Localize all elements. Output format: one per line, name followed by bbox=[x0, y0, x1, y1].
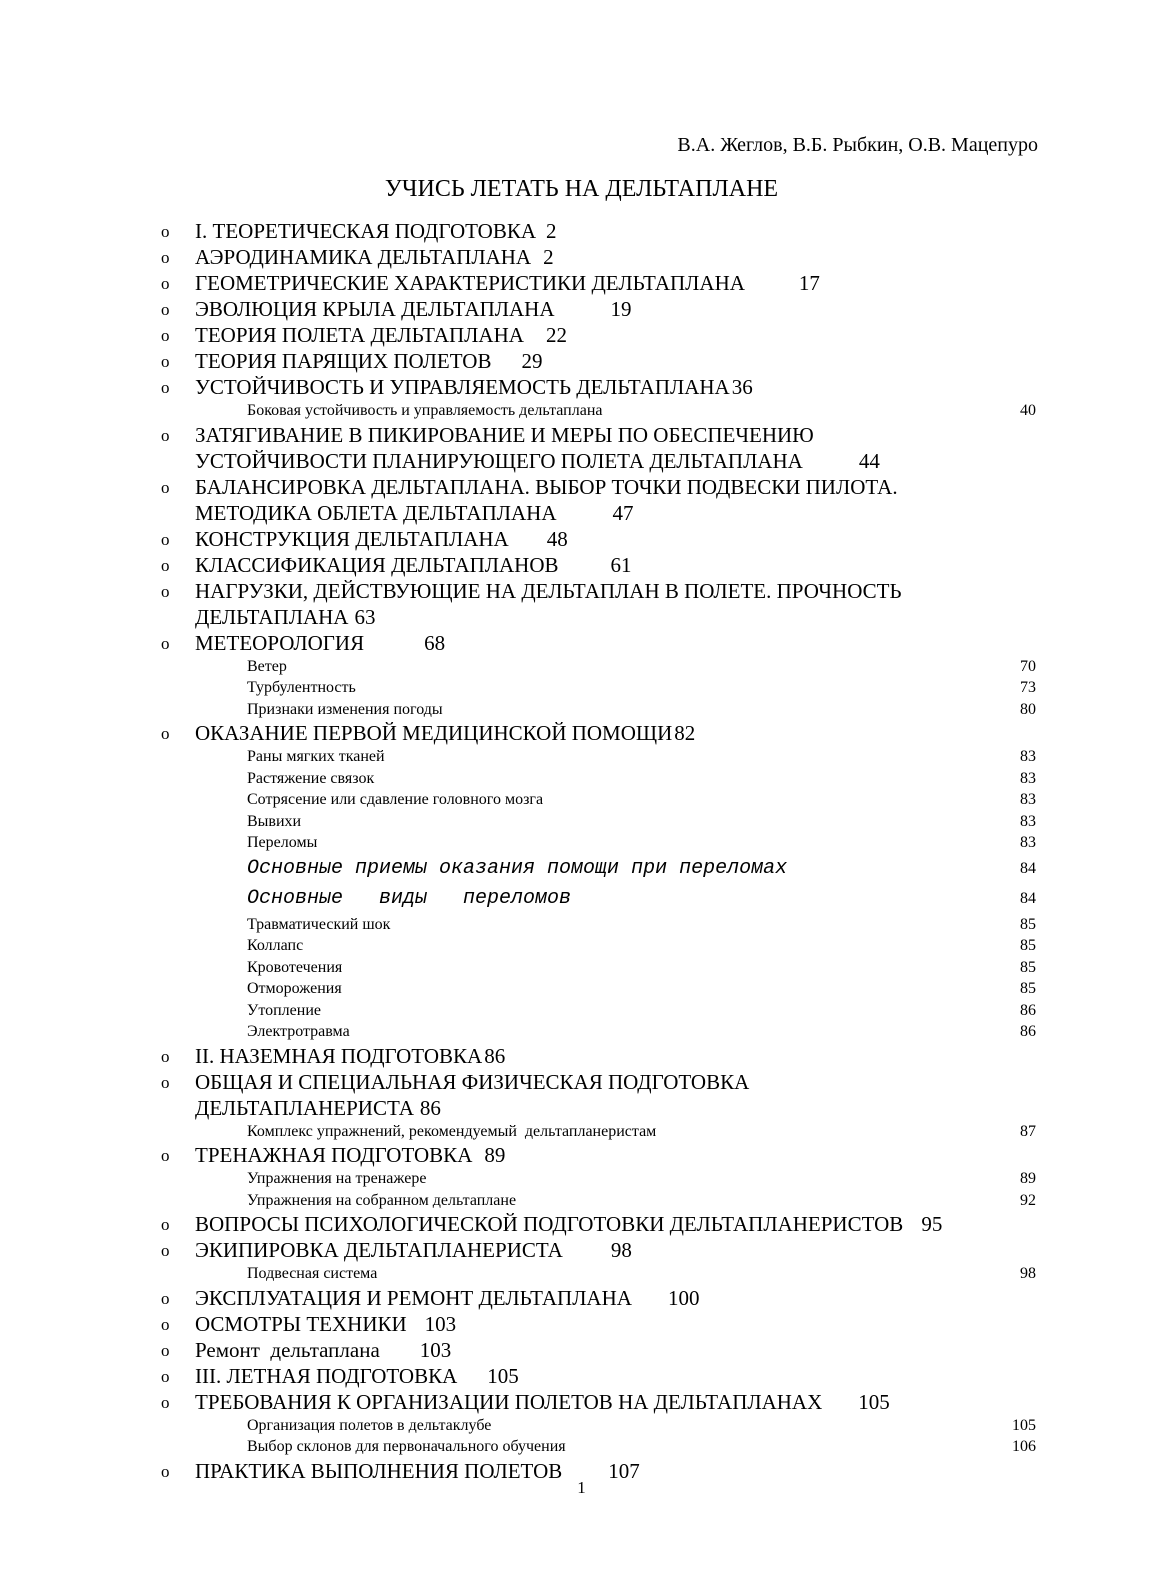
bullet-icon: o bbox=[161, 352, 170, 371]
toc-item[interactable] bbox=[0, 1043, 1163, 1069]
toc-subitem[interactable] bbox=[0, 1263, 1163, 1285]
bullet-icon: o bbox=[161, 633, 170, 653]
toc-item[interactable] bbox=[0, 1237, 1163, 1263]
toc-item[interactable] bbox=[0, 720, 1163, 746]
authors: В.А. Жеглов, В.Б. Рыбкин, О.В. Мацепуро bbox=[677, 134, 1038, 156]
toc-item-page: 86 bbox=[419, 1095, 441, 1120]
toc-item-title: ТЕОРИЯ ПАРЯЩИХ ПОЛЕТОВ bbox=[195, 349, 492, 373]
toc-item-page: 22 bbox=[545, 323, 567, 347]
bullet-icon: o bbox=[161, 326, 170, 345]
bullet-icon: o bbox=[161, 1215, 170, 1234]
toc-item-page: 17 bbox=[798, 271, 820, 295]
toc-item-page: 63 bbox=[354, 604, 376, 629]
toc-item[interactable] bbox=[0, 348, 1163, 374]
toc-item[interactable] bbox=[0, 526, 1163, 552]
toc-item-page: 68 bbox=[424, 630, 446, 655]
bullet-icon: o bbox=[161, 1288, 170, 1308]
toc-subitem[interactable] bbox=[0, 1000, 1163, 1022]
toc-item-title: ЭКСПЛУАТАЦИЯ И РЕМОНТ ДЕЛЬТАПЛАНА bbox=[195, 1285, 632, 1310]
toc-subitem[interactable] bbox=[0, 699, 1163, 721]
toc-item[interactable] bbox=[0, 218, 1163, 244]
toc-subitem-page: 85 bbox=[1020, 958, 1036, 976]
toc-subitem[interactable] bbox=[0, 1190, 1163, 1212]
toc-subitem[interactable] bbox=[0, 978, 1163, 1000]
toc-subitem-title: Организация полетов в дельтаклубе bbox=[247, 1416, 492, 1434]
page-number: 1 bbox=[577, 1478, 586, 1497]
toc-item[interactable] bbox=[0, 270, 1163, 296]
toc-subitem-page: 86 bbox=[1020, 1023, 1036, 1040]
toc-item[interactable] bbox=[0, 1311, 1163, 1337]
toc-item[interactable] bbox=[0, 374, 1163, 400]
bullet-icon: o bbox=[161, 274, 170, 293]
toc-subitem-title: Выбор склонов для первоначального обучения bbox=[247, 1438, 566, 1455]
toc-subitem-page: 83 bbox=[1020, 769, 1036, 787]
toc-subitem-page: 40 bbox=[1020, 402, 1036, 419]
bullet-icon: o bbox=[161, 248, 170, 267]
toc-subitem-title: Боковая устойчивость и управляемость дельтаплана bbox=[247, 402, 603, 419]
toc-item[interactable] bbox=[0, 1285, 1163, 1311]
toc-subitem-page: 84 bbox=[1020, 889, 1036, 907]
toc-subitem-title: Основные приемы оказания помощи при переломах bbox=[247, 856, 788, 880]
toc-subitem-title: Растяжение связок bbox=[247, 769, 375, 787]
toc-subitem[interactable] bbox=[0, 656, 1163, 678]
bullet-icon: o bbox=[161, 1340, 170, 1360]
toc-item-title-line1: НАГРУЗКИ, ДЕЙСТВУЮЩИЕ НА ДЕЛЬТАПЛАН В ПОЛЕТЕ. ПРОЧНОСТЬ bbox=[195, 578, 902, 603]
bullet-icon: o bbox=[161, 581, 170, 601]
toc-item-title: ТРЕНАЖНАЯ ПОДГОТОВКА bbox=[195, 1143, 473, 1167]
toc-item-title: III. ЛЕТНАЯ ПОДГОТОВКА bbox=[195, 1363, 458, 1388]
toc-subitem-page: 83 bbox=[1020, 748, 1036, 765]
toc-item[interactable] bbox=[0, 474, 1163, 526]
bullet-icon: o bbox=[161, 1072, 170, 1092]
toc-subitem-title: Утопление bbox=[247, 1001, 321, 1019]
toc-item-title: ОСМОТРЫ ТЕХНИКИ bbox=[195, 1311, 407, 1336]
toc-item-title-line1: ОБЩАЯ И СПЕЦИАЛЬНАЯ ФИЗИЧЕСКАЯ ПОДГОТОВКА bbox=[195, 1069, 750, 1094]
toc-item-title-line2: ДЕЛЬТАПЛАНЕРИСТА bbox=[195, 1095, 414, 1120]
toc-item[interactable] bbox=[0, 552, 1163, 578]
toc-subitem-title: Упражнения на собранном дельтаплане bbox=[247, 1191, 517, 1209]
toc-item-title: II. НАЗЕМНАЯ ПОДГОТОВКА bbox=[195, 1043, 483, 1068]
bullet-icon: o bbox=[161, 425, 170, 445]
toc-item-page: 103 bbox=[424, 1311, 457, 1336]
toc-subitem[interactable] bbox=[0, 746, 1163, 768]
toc-item-title: I. ТЕОРЕТИЧЕСКАЯ ПОДГОТОВКА bbox=[195, 219, 537, 243]
toc-item-page: 82 bbox=[674, 721, 696, 745]
toc-subitem-page: 87 bbox=[1020, 1122, 1036, 1140]
toc-subitem-title: Комплекс упражнений, рекомендуемый дельтапланеристам bbox=[247, 1122, 657, 1140]
toc-item[interactable] bbox=[0, 296, 1163, 322]
toc-item[interactable] bbox=[0, 422, 1163, 474]
toc-subitem-page: 83 bbox=[1020, 812, 1036, 830]
bullet-icon: o bbox=[161, 555, 170, 575]
toc-subitem[interactable] bbox=[0, 914, 1163, 936]
toc-item-title: КЛАССИФИКАЦИЯ ДЕЛЬТАПЛАНОВ bbox=[195, 552, 559, 577]
toc-item[interactable] bbox=[0, 578, 1163, 630]
toc-subitem-page: 86 bbox=[1020, 1001, 1036, 1019]
table-of-contents bbox=[0, 218, 1163, 1484]
toc-subitem-title: Турбулентность bbox=[247, 679, 356, 696]
toc-item-page: 98 bbox=[610, 1238, 632, 1262]
toc-item[interactable] bbox=[0, 1069, 1163, 1121]
toc-item-page: 86 bbox=[484, 1043, 506, 1068]
toc-subitem-page: 85 bbox=[1020, 937, 1036, 954]
toc-subitem[interactable] bbox=[0, 1168, 1163, 1190]
toc-item-page: 48 bbox=[546, 526, 568, 551]
toc-item-page: 29 bbox=[521, 349, 543, 373]
toc-subitem[interactable] bbox=[0, 854, 1163, 884]
toc-item[interactable] bbox=[0, 1142, 1163, 1168]
bullet-icon: o bbox=[161, 724, 170, 743]
toc-item-title: ЭВОЛЮЦИЯ КРЫЛА ДЕЛЬТАПЛАНА bbox=[195, 297, 555, 321]
toc-subitem[interactable] bbox=[0, 832, 1163, 854]
toc-item[interactable] bbox=[0, 1211, 1163, 1237]
toc-subitem[interactable] bbox=[0, 957, 1163, 979]
toc-subitem[interactable] bbox=[0, 811, 1163, 833]
bullet-icon: o bbox=[161, 1461, 170, 1481]
toc-subitem-title: Электротравма bbox=[247, 1023, 350, 1040]
bullet-icon: o bbox=[161, 1314, 170, 1334]
toc-subitem-page: 84 bbox=[1020, 859, 1036, 877]
bullet-icon: o bbox=[161, 1392, 170, 1412]
toc-item[interactable] bbox=[0, 322, 1163, 348]
bullet-icon: o bbox=[161, 529, 170, 549]
toc-item-title: ТЕОРИЯ ПОЛЕТА ДЕЛЬТАПЛАНА bbox=[195, 323, 524, 347]
toc-item-page: 95 bbox=[921, 1212, 943, 1236]
toc-subitem[interactable] bbox=[0, 677, 1163, 699]
toc-item-title: Ремонт дельтаплана bbox=[195, 1337, 380, 1362]
toc-subitem[interactable] bbox=[0, 789, 1163, 811]
toc-subitem-title: Подвесная система bbox=[247, 1265, 378, 1282]
bullet-icon: o bbox=[161, 1366, 170, 1386]
bullet-icon: o bbox=[161, 1146, 170, 1165]
toc-subitem-title: Вывихи bbox=[247, 812, 302, 830]
toc-item-page: 61 bbox=[610, 552, 632, 577]
toc-item-page: 105 bbox=[858, 1389, 890, 1414]
toc-subitem-page: 98 bbox=[1020, 1265, 1036, 1282]
toc-subitem-title: Коллапс bbox=[247, 937, 304, 954]
toc-subitem-page: 85 bbox=[1020, 980, 1036, 997]
toc-item-title: МЕТЕОРОЛОГИЯ bbox=[195, 630, 365, 655]
toc-item-title: АЭРОДИНАМИКА ДЕЛЬТАПЛАНА bbox=[195, 245, 532, 269]
toc-subitem-page: 80 bbox=[1020, 700, 1036, 718]
toc-subitem[interactable] bbox=[0, 1021, 1163, 1043]
toc-item-title-line2: УСТОЙЧИВОСТИ ПЛАНИРУЮЩЕГО ПОЛЕТА ДЕЛЬТАПЛАНА bbox=[195, 448, 803, 473]
document-title: УЧИСЬ ЛЕТАТЬ НА ДЕЛЬТАПЛАНЕ bbox=[384, 176, 779, 202]
bullet-icon: o bbox=[161, 1241, 170, 1260]
bullet-icon: o bbox=[161, 477, 170, 497]
toc-item-title: ТРЕБОВАНИЯ К ОРГАНИЗАЦИИ ПОЛЕТОВ НА ДЕЛЬТАПЛАНАХ bbox=[195, 1389, 823, 1414]
toc-item-page: 107 bbox=[608, 1458, 640, 1483]
toc-subitem-title: Признаки изменения погоды bbox=[247, 700, 443, 718]
toc-item-title: КОНСТРУКЦИЯ ДЕЛЬТАПЛАНА bbox=[195, 526, 509, 551]
toc-subitem-title: Переломы bbox=[247, 834, 318, 851]
toc-item-title-line1: ЗАТЯГИВАНИЕ В ПИКИРОВАНИЕ И МЕРЫ ПО ОБЕСПЕЧЕНИЮ bbox=[195, 422, 814, 447]
toc-item-page: 103 bbox=[419, 1337, 452, 1362]
toc-subitem-title: Отморожения bbox=[247, 980, 342, 997]
toc-subitem-title: Ветер bbox=[247, 657, 287, 675]
toc-subitem[interactable] bbox=[0, 1436, 1163, 1458]
toc-item-title: ПРАКТИКА ВЫПОЛНЕНИЯ ПОЛЕТОВ bbox=[195, 1458, 563, 1483]
bullet-icon: o bbox=[161, 300, 170, 319]
toc-item-page: 105 bbox=[487, 1363, 519, 1388]
toc-item-title: ОКАЗАНИЕ ПЕРВОЙ МЕДИЦИНСКОЙ ПОМОЩИ bbox=[195, 721, 673, 745]
toc-subitem[interactable] bbox=[0, 768, 1163, 790]
toc-subitem[interactable] bbox=[0, 1415, 1163, 1437]
toc-subitem[interactable] bbox=[0, 935, 1163, 957]
toc-item-title: ГЕОМЕТРИЧЕСКИЕ ХАРАКТЕРИСТИКИ ДЕЛЬТАПЛАНА bbox=[195, 271, 745, 295]
toc-item[interactable] bbox=[0, 1363, 1163, 1389]
toc-subitem-title: Основные виды переломов bbox=[247, 886, 572, 910]
toc-item-page: 2 bbox=[543, 245, 554, 269]
toc-item-page: 100 bbox=[667, 1285, 700, 1310]
toc-subitem-page: 105 bbox=[1012, 1416, 1036, 1434]
bullet-icon: o bbox=[161, 1046, 170, 1066]
toc-item-title-line2: МЕТОДИКА ОБЛЕТА ДЕЛЬТАПЛАНА bbox=[195, 500, 557, 525]
toc-item-title: ЭКИПИРОВКА ДЕЛЬТАПЛАНЕРИСТА bbox=[195, 1238, 563, 1262]
toc-item[interactable] bbox=[0, 1389, 1163, 1415]
toc-subitem-page: 89 bbox=[1020, 1170, 1036, 1187]
toc-subitem-title: Кровотечения bbox=[247, 958, 343, 976]
toc-subitem[interactable] bbox=[0, 884, 1163, 914]
toc-item-page: 89 bbox=[484, 1143, 506, 1167]
toc-subitem-page: 85 bbox=[1020, 915, 1036, 933]
toc-item-title: УСТОЙЧИВОСТЬ И УПРАВЛЯЕМОСТЬ ДЕЛЬТАПЛАНА bbox=[195, 375, 730, 399]
toc-item-page: 2 bbox=[546, 219, 557, 243]
toc-item[interactable] bbox=[0, 630, 1163, 656]
toc-item-page: 19 bbox=[610, 297, 632, 321]
toc-subitem-title: Сотрясение или сдавление головного мозга bbox=[247, 791, 544, 808]
toc-item-page: 47 bbox=[612, 500, 634, 525]
toc-item[interactable] bbox=[0, 1337, 1163, 1363]
toc-item-page: 36 bbox=[731, 375, 753, 399]
toc-subitem-page: 70 bbox=[1020, 657, 1036, 675]
toc-subitem-page: 92 bbox=[1020, 1191, 1036, 1209]
toc-subitem-page: 83 bbox=[1020, 834, 1036, 851]
bullet-icon: o bbox=[161, 378, 170, 397]
toc-subitem-title: Травматический шок bbox=[247, 915, 391, 933]
toc-subitem-title: Раны мягких тканей bbox=[247, 748, 385, 765]
toc-item-title: ВОПРОСЫ ПСИХОЛОГИЧЕСКОЙ ПОДГОТОВКИ ДЕЛЬТАПЛАНЕРИСТОВ bbox=[195, 1212, 904, 1236]
bullet-icon: o bbox=[161, 222, 170, 241]
toc-item[interactable] bbox=[0, 244, 1163, 270]
toc-subitem-title: Упражнения на тренажере bbox=[247, 1170, 427, 1187]
toc-subitem-page: 83 bbox=[1020, 791, 1036, 808]
toc-item-title-line2: ДЕЛЬТАПЛАНА bbox=[195, 604, 349, 629]
toc-subitem-page: 73 bbox=[1020, 679, 1036, 696]
toc-subitem[interactable] bbox=[0, 1121, 1163, 1143]
toc-item-title-line1: БАЛАНСИРОВКА ДЕЛЬТАПЛАНА. ВЫБОР ТОЧКИ ПОДВЕСКИ ПИЛОТА. bbox=[195, 474, 898, 499]
toc-subitem-page: 106 bbox=[1012, 1438, 1036, 1455]
toc-subitem[interactable] bbox=[0, 400, 1163, 422]
toc-item-page: 44 bbox=[858, 448, 880, 473]
